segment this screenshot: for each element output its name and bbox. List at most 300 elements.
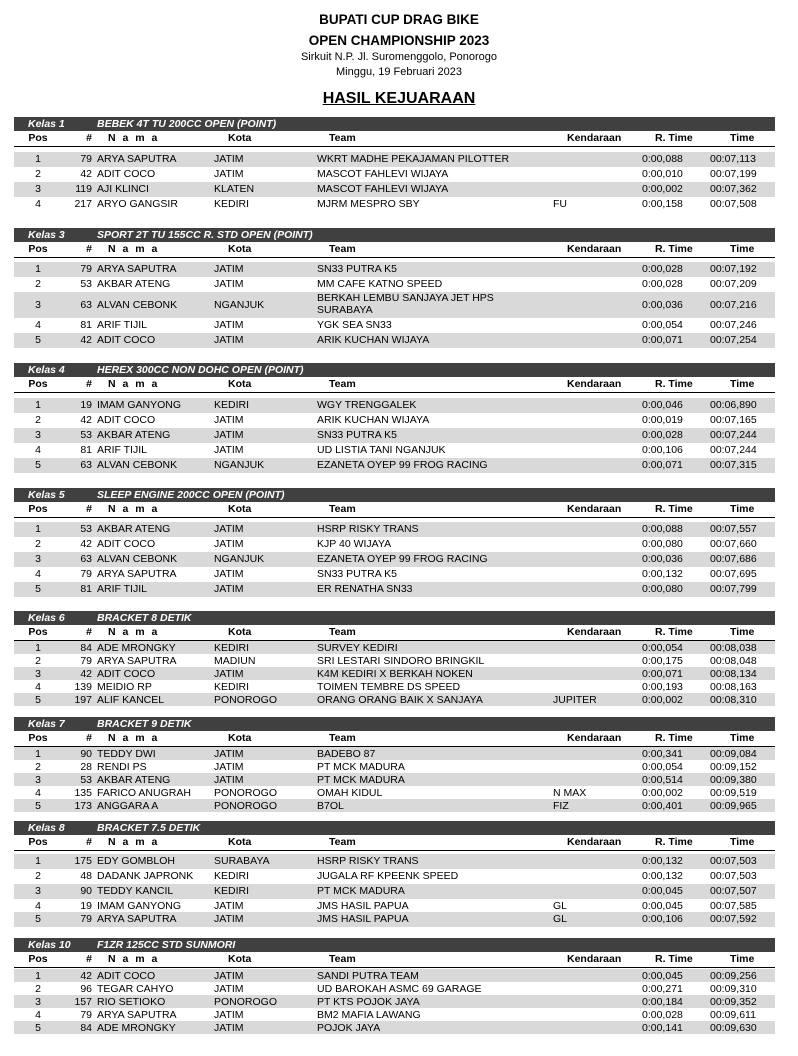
result-row [14, 693, 775, 706]
class-name: F1ZR 125CC STD SUNMORI [97, 939, 236, 951]
class-name: BRACKET 9 DETIK [97, 718, 192, 730]
result-row [14, 982, 775, 995]
col-kota: SURABAYA [214, 855, 270, 867]
col-reaction-time-header: R. Time [655, 732, 693, 744]
col-time: 00:07,799 [710, 583, 757, 595]
col-reaction-time: 0:00,141 [642, 1022, 683, 1034]
col-team: PT MCK MADURA [317, 885, 405, 897]
col-pos: 4 [35, 681, 41, 693]
event-subtitle: OPEN CHAMPIONSHIP 2023 [308, 33, 490, 48]
col-reaction-time: 0:00,106 [642, 913, 683, 925]
col-kendaraan: FIZ [553, 800, 569, 812]
col-name: ADIT COCO [97, 168, 156, 180]
col-team: TOIMEN TEMBRE DS SPEED [317, 681, 461, 693]
class-name: BEBEK 4T TU 200CC OPEN (POINT) [97, 118, 277, 130]
col-name-header: N a m a [108, 132, 160, 144]
col-time: 00:07,507 [710, 885, 757, 897]
col-number: 42 [80, 970, 92, 982]
col-kota: NGANJUK [214, 299, 265, 311]
col-pos-header: Pos [28, 243, 48, 255]
col-team: MM CAFE KATNO SPEED [317, 278, 443, 290]
result-row [14, 277, 775, 292]
class-section [14, 228, 775, 258]
class-number: Kelas 3 [28, 229, 65, 241]
col-team: ER RENATHA SN33 [317, 583, 413, 595]
result-row [14, 152, 775, 167]
col-reaction-time-header: R. Time [655, 378, 693, 390]
col-reaction-time: 0:00,080 [642, 583, 683, 595]
col-name: ADIT COCO [97, 334, 156, 346]
class-name: BRACKET 8 DETIK [97, 612, 192, 624]
col-kota: JATIM [214, 444, 244, 456]
col-time: 00:09,310 [710, 983, 757, 995]
col-pos: 4 [35, 787, 41, 799]
col-kendaraan: JUPITER [553, 694, 597, 706]
col-team: WKRT MADHE PEKAJAMAN PILOTTER [317, 153, 510, 165]
column-header [14, 731, 775, 747]
col-name: EDY GOMBLOH [97, 855, 175, 867]
col-number: 53 [80, 429, 92, 441]
col-reaction-time: 0:00,071 [642, 668, 683, 680]
class-title-bar [14, 611, 775, 625]
col-reaction-time-header: R. Time [655, 626, 693, 638]
result-row [14, 773, 775, 786]
col-team-header: Team [329, 836, 356, 848]
column-header [14, 377, 775, 393]
col-name: ALVAN CEBONK [97, 299, 178, 311]
col-kendaraan-header: Kendaraan [567, 953, 622, 965]
col-team: MASCOT FAHLEVI WIJAYA [317, 183, 449, 195]
col-reaction-time: 0:00,271 [642, 983, 683, 995]
event-venue: Sirkuit N.P. Jl. Suromenggolo, Ponorogo [300, 51, 498, 63]
col-number: 217 [74, 198, 92, 210]
col-reaction-time: 0:00,088 [642, 153, 683, 165]
col-name-header: N a m a [108, 503, 160, 515]
col-number: 81 [80, 319, 92, 331]
col-pos-header: Pos [28, 626, 48, 638]
col-time: 00:08,310 [710, 694, 757, 706]
col-number: 197 [74, 694, 92, 706]
result-row [14, 1021, 775, 1034]
col-number: 79 [80, 263, 92, 275]
col-number: 42 [80, 538, 92, 550]
col-number: 42 [80, 168, 92, 180]
col-pos: 5 [35, 1022, 41, 1034]
column-header [14, 625, 775, 641]
col-time-header: Time [730, 732, 755, 744]
col-kota: JATIM [214, 983, 244, 995]
class-title-bar [14, 717, 775, 731]
col-name-header: N a m a [108, 626, 160, 638]
col-team: SN33 PUTRA K5 [317, 263, 397, 275]
class-name: SPORT 2T TU 155CC R. STD OPEN (POINT) [97, 229, 313, 241]
col-reaction-time: 0:00,175 [642, 655, 683, 667]
col-reaction-time: 0:00,036 [642, 299, 683, 311]
col-team: BM2 MAFIA LAWANG [317, 1009, 421, 1021]
col-kota: JATIM [214, 319, 244, 331]
col-name: ARYA SAPUTRA [97, 568, 177, 580]
column-header [14, 502, 775, 518]
col-kendaraan-header: Kendaraan [567, 626, 622, 638]
col-name: ARIF TIJIL [97, 444, 147, 456]
col-name: ALIF KANCEL [97, 694, 165, 706]
col-number: 135 [74, 787, 92, 799]
col-kota: JATIM [214, 538, 244, 550]
col-number: 42 [80, 668, 92, 680]
col-time: 00:08,134 [710, 668, 757, 680]
col-kendaraan: GL [553, 913, 568, 925]
col-time: 00:07,585 [710, 900, 757, 912]
col-pos-header: Pos [28, 378, 48, 390]
col-kendaraan-header: Kendaraan [567, 503, 622, 515]
col-pos-header: Pos [28, 953, 48, 965]
result-row [14, 869, 775, 884]
col-kota: MADIUN [214, 655, 256, 667]
col-time: 00:07,557 [710, 523, 757, 535]
col-kota: JATIM [214, 668, 244, 680]
col-kota: KEDIRI [214, 681, 250, 693]
col-time: 00:06,890 [710, 399, 757, 411]
col-pos: 2 [35, 414, 41, 426]
col-team: PT MCK MADURA [317, 761, 405, 773]
col-time: 00:09,152 [710, 761, 757, 773]
col-team-header: Team [329, 378, 356, 390]
class-section [14, 611, 775, 641]
col-pos: 2 [35, 761, 41, 773]
result-row [14, 398, 775, 413]
col-pos: 1 [35, 399, 41, 411]
col-time: 00:07,592 [710, 913, 757, 925]
col-time: 00:07,503 [710, 855, 757, 867]
col-pos: 4 [35, 444, 41, 456]
result-row [14, 443, 775, 458]
col-name: AKBAR ATENG [97, 429, 171, 441]
result-row [14, 786, 775, 799]
col-kota: JATIM [214, 278, 244, 290]
col-time: 00:07,246 [710, 319, 757, 331]
col-team: EZANETA OYEP 99 FROG RACING [317, 459, 488, 471]
col-kendaraan-header: Kendaraan [567, 378, 622, 390]
col-time: 00:07,192 [710, 263, 757, 275]
col-name: ARYO GANGSIR [97, 198, 178, 210]
class-number: Kelas 6 [28, 612, 65, 624]
col-time: 00:08,163 [710, 681, 757, 693]
col-pos: 2 [35, 278, 41, 290]
col-pos: 4 [35, 900, 41, 912]
col-name: FARICO ANUGRAH [97, 787, 191, 799]
col-number: 79 [80, 913, 92, 925]
col-number-header: # [86, 732, 92, 744]
col-team: JMS HASIL PAPUA [317, 913, 409, 925]
col-reaction-time-header: R. Time [655, 243, 693, 255]
col-team: K4M KEDIRI X BERKAH NOKEN [317, 668, 473, 680]
result-row [14, 413, 775, 428]
col-reaction-time-header: R. Time [655, 836, 693, 848]
col-reaction-time: 0:00,010 [642, 168, 683, 180]
col-name: ADIT COCO [97, 414, 156, 426]
col-time: 00:07,695 [710, 568, 757, 580]
col-name: ARYA SAPUTRA [97, 153, 177, 165]
col-reaction-time: 0:00,514 [642, 774, 683, 786]
col-kota: PONOROGO [214, 787, 278, 799]
col-time-header: Time [730, 132, 755, 144]
col-number: 119 [75, 183, 92, 195]
class-number: Kelas 7 [28, 718, 65, 730]
col-team-header: Team [329, 503, 356, 515]
result-row [14, 641, 775, 654]
col-kota-header: Kota [228, 503, 252, 515]
col-name: ARIF TIJIL [97, 319, 147, 331]
col-reaction-time: 0:00,054 [642, 319, 683, 331]
col-number-header: # [86, 132, 92, 144]
result-row [14, 969, 775, 982]
col-pos: 3 [35, 183, 41, 195]
col-name: AKBAR ATENG [97, 774, 171, 786]
col-kota: KEDIRI [214, 399, 250, 411]
result-row [14, 567, 775, 582]
col-number: 81 [80, 444, 92, 456]
col-name: ARIF TIJIL [97, 583, 147, 595]
col-time: 00:07,244 [710, 444, 757, 456]
class-title-bar [14, 938, 775, 952]
col-name: ARYA SAPUTRA [97, 263, 177, 275]
col-pos: 4 [35, 568, 41, 580]
col-team: MASCOT FAHLEVI WIJAYA [317, 168, 449, 180]
col-kota: JATIM [214, 748, 244, 760]
col-pos: 5 [35, 583, 41, 595]
col-team: OMAH KIDUL [317, 787, 383, 799]
col-time: 00:07,216 [710, 299, 757, 311]
column-header [14, 952, 775, 968]
col-time: 00:07,508 [710, 198, 757, 210]
col-pos: 2 [35, 538, 41, 550]
col-kota: JATIM [214, 1022, 244, 1034]
col-pos: 2 [35, 168, 41, 180]
result-row [14, 537, 775, 552]
col-time: 00:09,380 [710, 774, 757, 786]
class-section [14, 938, 775, 968]
col-kota: JATIM [214, 429, 244, 441]
col-number: 173 [74, 800, 92, 812]
col-reaction-time: 0:00,036 [642, 553, 683, 565]
result-row [14, 522, 775, 537]
col-time: 00:07,660 [710, 538, 757, 550]
col-team: SN33 PUTRA K5 [317, 429, 397, 441]
col-reaction-time: 0:00,002 [642, 694, 683, 706]
col-pos-header: Pos [28, 503, 48, 515]
col-reaction-time: 0:00,071 [642, 459, 683, 471]
col-team: JUGALA RF KPEENK SPEED [317, 870, 459, 882]
col-name: ARYA SAPUTRA [97, 913, 177, 925]
col-team: SN33 PUTRA K5 [317, 568, 397, 580]
col-pos: 2 [35, 983, 41, 995]
col-reaction-time: 0:00,132 [642, 568, 683, 580]
col-kota: JATIM [214, 583, 244, 595]
col-pos: 5 [35, 459, 41, 471]
col-kota: JATIM [214, 1009, 244, 1021]
col-pos: 3 [35, 299, 41, 311]
col-kota: JATIM [214, 153, 244, 165]
col-name: ADE MRONGKY [97, 642, 176, 654]
col-number-header: # [86, 953, 92, 965]
col-number: 79 [80, 1009, 92, 1021]
col-team: ARIK KUCHAN WIJAYA [317, 414, 430, 426]
col-reaction-time: 0:00,071 [642, 334, 683, 346]
col-kota: KEDIRI [214, 870, 250, 882]
col-team-header: Team [329, 132, 356, 144]
result-row [14, 292, 775, 318]
col-name: IMAM GANYONG [97, 900, 182, 912]
col-team: YGK SEA SN33 [317, 319, 392, 331]
result-row [14, 182, 775, 197]
col-kota-header: Kota [228, 132, 252, 144]
col-time: 00:09,519 [710, 787, 757, 799]
col-reaction-time-header: R. Time [655, 503, 693, 515]
col-name: AKBAR ATENG [97, 278, 171, 290]
event-title: BUPATI CUP DRAG BIKE [319, 12, 479, 27]
col-pos: 3 [35, 553, 41, 565]
col-team: PT MCK MADURA [317, 774, 405, 786]
col-pos: 5 [35, 913, 41, 925]
col-name: RIO SETIOKO [97, 996, 166, 1008]
col-pos: 5 [35, 694, 41, 706]
col-name-header: N a m a [108, 953, 160, 965]
col-kota: JATIM [214, 913, 244, 925]
col-name: TEGAR CAHYO [97, 983, 174, 995]
col-reaction-time: 0:00,028 [642, 278, 683, 290]
class-title-bar [14, 821, 775, 835]
col-kota: KEDIRI [214, 198, 250, 210]
col-time: 00:07,503 [710, 870, 757, 882]
col-time: 00:07,165 [710, 414, 757, 426]
col-reaction-time: 0:00,054 [642, 642, 683, 654]
class-section [14, 821, 775, 851]
col-kota: JATIM [214, 523, 244, 535]
col-kota: PONOROGO [214, 800, 278, 812]
col-pos: 1 [35, 263, 41, 275]
class-number: Kelas 1 [28, 118, 65, 130]
col-name: ADIT COCO [97, 970, 156, 982]
col-team-header: Team [329, 732, 356, 744]
col-number: 79 [80, 568, 92, 580]
page-heading-text: HASIL KEJUARAAN [322, 90, 476, 107]
col-number: 90 [80, 885, 92, 897]
col-time: 00:07,209 [710, 278, 757, 290]
col-kendaraan-header: Kendaraan [567, 836, 622, 848]
col-kendaraan-header: Kendaraan [567, 732, 622, 744]
col-reaction-time: 0:00,002 [642, 183, 683, 195]
col-reaction-time: 0:00,132 [642, 870, 683, 882]
column-header [14, 131, 775, 147]
result-row [14, 884, 775, 899]
col-number: 53 [80, 278, 92, 290]
col-kota: JATIM [214, 334, 244, 346]
col-kota: KEDIRI [214, 642, 250, 654]
col-reaction-time: 0:00,045 [642, 900, 683, 912]
col-time: 00:08,048 [710, 655, 757, 667]
col-pos: 4 [35, 1009, 41, 1021]
col-time-header: Time [730, 626, 755, 638]
col-pos-header: Pos [28, 732, 48, 744]
col-kota: NGANJUK [214, 553, 265, 565]
col-pos: 1 [35, 153, 41, 165]
col-time: 00:09,256 [710, 970, 757, 982]
result-row [14, 458, 775, 473]
result-row [14, 854, 775, 869]
col-number: 79 [80, 655, 92, 667]
col-name: ARYA SAPUTRA [97, 1009, 177, 1021]
col-time-header: Time [730, 378, 755, 390]
col-number-header: # [86, 378, 92, 390]
class-section [14, 363, 775, 393]
col-time: 00:07,254 [710, 334, 757, 346]
col-reaction-time-header: R. Time [655, 953, 693, 965]
col-number: 42 [80, 334, 92, 346]
col-team: KJP 40 WIJAYA [317, 538, 392, 550]
col-pos: 3 [35, 774, 41, 786]
col-name: AKBAR ATENG [97, 523, 171, 535]
col-team: HSRP RISKY TRANS [317, 855, 419, 867]
col-name-header: N a m a [108, 378, 160, 390]
col-kota: JATIM [214, 263, 244, 275]
col-number: 84 [80, 642, 92, 654]
col-team: MJRM MESPRO SBY [317, 198, 420, 210]
col-pos: 1 [35, 642, 41, 654]
class-section [14, 717, 775, 747]
col-time: 00:09,611 [710, 1009, 756, 1021]
col-pos-header: Pos [28, 836, 48, 848]
col-name: ADE MRONGKY [97, 1022, 176, 1034]
col-name: ADIT COCO [97, 538, 156, 550]
col-team: SURVEY KEDIRI [317, 642, 398, 654]
col-kota: PONOROGO [214, 996, 278, 1008]
col-team: SRI LESTARI SINDORO BRINGKIL [317, 655, 485, 667]
col-name: AJI KLINCI [97, 183, 149, 195]
col-reaction-time: 0:00,088 [642, 523, 683, 535]
col-number: 96 [80, 983, 92, 995]
col-reaction-time: 0:00,080 [642, 538, 683, 550]
col-kendaraan-header: Kendaraan [567, 132, 622, 144]
result-row [14, 799, 775, 812]
col-name: ADIT COCO [97, 668, 156, 680]
result-row [14, 667, 775, 680]
col-team: UD LISTIA TANI NGANJUK [317, 444, 446, 456]
col-kota: JATIM [214, 970, 244, 982]
col-time: 00:07,315 [710, 459, 757, 471]
result-row [14, 912, 775, 927]
col-number: 48 [80, 870, 92, 882]
col-reaction-time: 0:00,132 [642, 855, 683, 867]
col-kota: JATIM [214, 568, 244, 580]
col-number: 90 [80, 748, 92, 760]
col-pos: 5 [35, 800, 41, 812]
col-time: 00:09,965 [710, 800, 757, 812]
col-kota-header: Kota [228, 243, 252, 255]
result-row [14, 747, 775, 760]
result-row [14, 760, 775, 773]
class-name: SLEEP ENGINE 200CC OPEN (POINT) [97, 489, 285, 501]
col-number-header: # [86, 243, 92, 255]
col-number: 139 [74, 681, 92, 693]
col-kota: JATIM [214, 900, 244, 912]
col-time: 00:07,686 [710, 553, 757, 565]
col-team: BADEBO 87 [317, 748, 376, 760]
col-number: 53 [80, 523, 92, 535]
result-row [14, 197, 775, 212]
col-reaction-time-header: R. Time [655, 132, 693, 144]
col-team: SANDI PUTRA TEAM [317, 970, 419, 982]
col-number: 84 [80, 1022, 92, 1034]
